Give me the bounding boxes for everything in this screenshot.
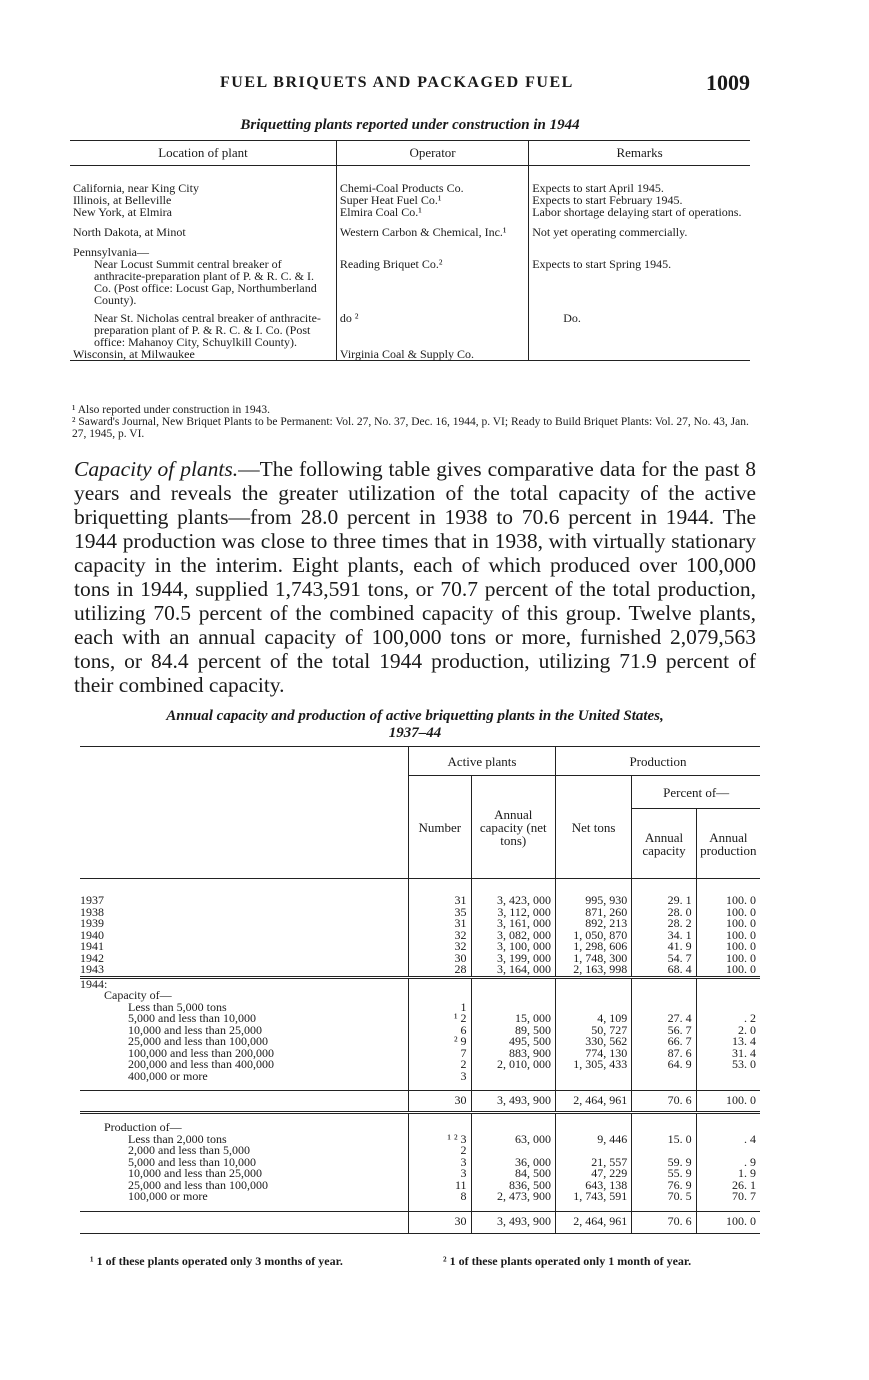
cell-number: 8 (408, 1191, 471, 1203)
cell-pct-production (696, 1082, 760, 1091)
table-cell-remarks (529, 238, 750, 258)
cell-pct-capacity (632, 977, 696, 990)
cell-pct-production: . 2 (744, 1011, 756, 1025)
cell-annual-capacity: 3, 112, 000 (471, 907, 555, 919)
cell-pct-capacity: 76. 9 (632, 1180, 696, 1192)
row-label: 1942 (80, 953, 408, 965)
cell-number: 2 (408, 1145, 471, 1157)
cell-pct-capacity: 70. 5 (632, 1191, 696, 1203)
row-label: 10,000 and less than 25,000 (80, 1025, 408, 1037)
cell-annual-capacity: 2, 473, 900 (471, 1191, 555, 1203)
cell-annual-capacity (471, 1082, 555, 1091)
table-row (80, 941, 760, 953)
row-label: 100,000 and less than 200,000 (80, 1048, 408, 1060)
table-cell-operator: Virginia Coal & Supply Co. (336, 348, 528, 361)
cell-pct-production: 26. 1 (732, 1177, 756, 1192)
cell-pct-capacity: 34. 1 (632, 930, 696, 942)
cell-pct-production: 100. 0 (726, 962, 756, 976)
cell-net-tons (555, 1071, 631, 1083)
cell-pct-capacity: 70. 6 (632, 1091, 696, 1113)
row-label: 1938 (80, 907, 408, 919)
table-row (80, 907, 760, 919)
stub-header (80, 747, 408, 879)
cell-number: 7 (408, 1048, 471, 1060)
cell-number: 6 (408, 1025, 471, 1037)
table2-footnotes (90, 1254, 770, 1269)
column-header-operator: Operator (336, 141, 528, 166)
cell-pct-production: 53. 0 (732, 1057, 756, 1071)
row-label: 25,000 and less than 100,000 (80, 1180, 408, 1192)
cell-pct-capacity (632, 990, 696, 1002)
cell-annual-capacity: 3, 161, 000 (471, 918, 555, 930)
row-label: 200,000 and less than 400,000 (80, 1059, 408, 1071)
cell-pct-production: 100. 0 (726, 904, 756, 919)
header-production: Production (555, 747, 760, 776)
table1-footnotes (72, 404, 762, 440)
cell-pct-production: . 9 (744, 1154, 756, 1169)
cell-annual-capacity (471, 1203, 555, 1212)
cell-pct-production (696, 990, 760, 1002)
table-row (80, 1071, 760, 1083)
table-cell-operator (336, 238, 528, 258)
row-label (80, 887, 408, 895)
cell-pct-production: 100. 0 (696, 1211, 760, 1233)
plants-under-construction-table (70, 140, 750, 361)
table-row (80, 895, 760, 907)
capacity-paragraph (74, 457, 756, 697)
table-cell-remarks: Expects to start February 1945. (532, 193, 683, 207)
cell-number: 31 (408, 895, 471, 907)
row-label: Less than 5,000 tons (80, 1002, 408, 1014)
row-label: 1939 (80, 918, 408, 930)
cell-annual-capacity (471, 990, 555, 1002)
table-row (80, 977, 760, 990)
table-cell-operator: Western Carbon & Chemical, Inc.¹ (336, 218, 528, 238)
cell-pct-capacity: 64. 9 (632, 1059, 696, 1071)
cell-annual-capacity: 36, 000 (471, 1157, 555, 1169)
cell-net-tons: 330, 562 (555, 1036, 631, 1048)
row-label (80, 879, 408, 888)
column-header-remarks: Remarks (529, 141, 750, 166)
cell-net-tons: 1, 743, 591 (555, 1191, 631, 1203)
cell-net-tons: 47, 229 (555, 1168, 631, 1180)
column-header-location: Location of plant (70, 141, 336, 166)
table-row (80, 918, 760, 930)
table-cell-location: California, near King City (70, 166, 336, 195)
cell-number (408, 1082, 471, 1091)
cell-net-tons (555, 1082, 631, 1091)
cell-pct-capacity: 55. 9 (632, 1168, 696, 1180)
cell-number: ¹ 2 (408, 1013, 471, 1025)
cell-pct-production (696, 879, 760, 888)
row-label (80, 1082, 408, 1091)
cell-pct-production (696, 1203, 760, 1212)
cell-number: 3 (408, 1071, 471, 1083)
table-cell-remarks (529, 348, 750, 361)
table-cell-remarks: Do. (563, 311, 581, 325)
cell-annual-capacity (471, 977, 555, 990)
cell-annual-capacity: 495, 500 (471, 1036, 555, 1048)
cell-number: 30 (408, 1091, 471, 1113)
cell-pct-capacity: 70. 6 (632, 1211, 696, 1233)
cell-net-tons: 1, 305, 433 (555, 1059, 631, 1071)
header-active-plants: Active plants (408, 747, 555, 776)
cell-pct-capacity: 87. 6 (632, 1048, 696, 1060)
cell-pct-production: 100. 0 (696, 1091, 760, 1113)
cell-net-tons: 995, 930 (555, 895, 631, 907)
cell-pct-capacity (632, 1082, 696, 1091)
header-percent-of: Percent of— (632, 776, 760, 809)
cell-net-tons (555, 977, 631, 990)
cell-annual-capacity: 3, 164, 000 (471, 964, 555, 977)
paragraph-lead: Capacity of plants. (74, 457, 239, 481)
table-cell-operator: do ² (336, 306, 528, 348)
cell-annual-capacity: 15, 000 (471, 1013, 555, 1025)
cell-annual-capacity: 89, 500 (471, 1025, 555, 1037)
table-row (80, 879, 760, 888)
cell-number: 32 (408, 941, 471, 953)
cell-annual-capacity (471, 879, 555, 888)
table-cell-operator: Super Heat Fuel Co.¹ (336, 194, 528, 206)
cell-pct-capacity: 54. 7 (632, 953, 696, 965)
cell-annual-capacity: 2, 010, 000 (471, 1059, 555, 1071)
row-label: 25,000 and less than 100,000 (80, 1036, 408, 1048)
table2-caption (70, 708, 760, 742)
table-row (80, 930, 760, 942)
row-label (80, 1091, 408, 1113)
table-cell-location: North Dakota, at Minot (70, 218, 336, 238)
footnote: ¹ Also reported under construction in 1943. (72, 404, 270, 416)
header-pct-annual-production: Annual production (700, 829, 757, 858)
cell-annual-capacity: 3, 493, 900 (471, 1211, 555, 1233)
cell-pct-capacity: 41. 9 (632, 941, 696, 953)
table2-caption-line1: Annual capacity and production of active briquetting plants in the United States, (166, 708, 664, 724)
cell-net-tons: 1, 298, 606 (555, 941, 631, 953)
row-label: 5,000 and less than 10,000 (80, 1013, 408, 1025)
table-row (80, 964, 760, 977)
header-net-tons: Net tons (555, 776, 631, 879)
cell-net-tons: 9, 446 (555, 1134, 631, 1146)
cell-number: 32 (408, 930, 471, 942)
table-row (80, 1113, 760, 1123)
cell-annual-capacity (471, 1071, 555, 1083)
cell-pct-capacity: 15. 0 (632, 1134, 696, 1146)
table-row (80, 1203, 760, 1212)
cell-annual-capacity: 3, 493, 900 (471, 1091, 555, 1113)
cell-number: 11 (408, 1180, 471, 1192)
table-cell-operator: Chemi-Coal Products Co. (336, 166, 528, 195)
row-label: Less than 2,000 tons (80, 1134, 408, 1146)
cell-pct-production: 31. 4 (732, 1045, 756, 1060)
cell-annual-capacity: 3, 082, 000 (471, 930, 555, 942)
cell-number: 3 (408, 1157, 471, 1169)
cell-pct-production (696, 1071, 760, 1083)
cell-pct-production: 100. 0 (726, 939, 756, 953)
cell-net-tons (555, 990, 631, 1002)
capacity-production-table (80, 746, 760, 1234)
header-pct-annual-capacity: Annual capacity (632, 809, 696, 879)
cell-pct-production: 13. 4 (732, 1034, 756, 1048)
header-annual-capacity: Annual capacity (net tons) (471, 776, 555, 879)
cell-net-tons: 2, 464, 961 (555, 1211, 631, 1233)
cell-number: 31 (408, 918, 471, 930)
row-label: 5,000 and less than 10,000 (80, 1157, 408, 1169)
table-cell-location: Near Locust Summit central breaker of anthracite-preparation plant of P. & R. C. & I. Co. (Post office: Locust Gap, Northumberland County). (70, 258, 336, 306)
cell-annual-capacity (471, 1113, 555, 1123)
table-cell-remarks: Not yet operating commercially. (532, 225, 688, 239)
row-label: 10,000 and less than 25,000 (80, 1168, 408, 1180)
table-row (80, 1082, 760, 1091)
table-cell-location: Pennsylvania— (70, 238, 336, 258)
cell-pct-capacity (632, 1071, 696, 1083)
cell-annual-capacity: 3, 100, 000 (471, 941, 555, 953)
table2-body (80, 879, 760, 1234)
cell-pct-capacity (632, 1113, 696, 1123)
cell-net-tons: 892, 213 (555, 918, 631, 930)
table-cell-operator: Elmira Coal Co.¹ (336, 206, 528, 218)
cell-net-tons: 871, 260 (555, 907, 631, 919)
table2-caption-line2: 1937–44 (388, 725, 442, 741)
cell-number (408, 977, 471, 990)
running-title: FUEL BRIQUETS AND PACKAGED FUEL (220, 74, 574, 91)
cell-net-tons: 2, 464, 961 (555, 1091, 631, 1113)
table-cell-remarks: Expects to start Spring 1945. (532, 257, 672, 271)
cell-net-tons: 1, 050, 870 (555, 930, 631, 942)
cell-pct-production (696, 977, 760, 990)
row-label: Capacity of— (80, 990, 408, 1002)
footnote: ¹ 1 of these plants operated only 3 months of year. (90, 1254, 343, 1268)
cell-pct-capacity: 59. 9 (632, 1157, 696, 1169)
cell-net-tons: 643, 138 (555, 1180, 631, 1192)
row-label (80, 1211, 408, 1233)
cell-number: 30 (408, 953, 471, 965)
cell-pct-production: 100. 0 (726, 950, 756, 965)
table-cell-location: Illinois, at Belleville (70, 194, 336, 206)
row-label: 1940 (80, 930, 408, 942)
cell-pct-capacity: 29. 1 (632, 895, 696, 907)
cell-pct-production: 70. 7 (732, 1189, 756, 1203)
row-label: 1943 (80, 964, 408, 977)
cell-pct-capacity (632, 879, 696, 888)
table-cell-location: Wisconsin, at Milwaukee (70, 348, 336, 361)
footnote: ² Saward's Journal, New Briquet Plants to be Permanent: Vol. 27, No. 37, Dec. 16, 1944, p. VI; Ready to Build Briquet Plants: Vol. 27, No. 43, Jan. 27, 1945, p. VI. (72, 416, 749, 440)
row-label: 1937 (80, 895, 408, 907)
table-cell-remarks: Labor shortage delaying start of operations. (532, 205, 742, 219)
running-header (70, 70, 750, 100)
cell-pct-production: . 4 (744, 1131, 756, 1146)
cell-net-tons (555, 1113, 631, 1123)
cell-number (408, 879, 471, 888)
table-row (80, 1191, 760, 1203)
cell-pct-production (696, 1113, 760, 1123)
table-cell-location: Near St. Nicholas central breaker of anthracite-preparation plant of P. & R. C. & I. Co. (Post office: Mahanoy City, Schuylkill County). (70, 306, 336, 348)
cell-pct-capacity: 66. 7 (632, 1036, 696, 1048)
cell-net-tons: 21, 557 (555, 1157, 631, 1169)
row-label: 400,000 or more (80, 1071, 408, 1083)
cell-annual-capacity: 836, 500 (471, 1180, 555, 1192)
cell-pct-capacity: 27. 4 (632, 1013, 696, 1025)
table-row (80, 887, 760, 895)
page-number: 1009 (706, 70, 750, 95)
cell-pct-capacity: 56. 7 (632, 1025, 696, 1037)
paragraph-text: —The following table gives comparative data for the past 8 years and reveals the greater utilization of the total capacity of the active briquetting plants—from 28.0 percent in 1938 to 70.6 percent in 1944. The 1944 production was close to three times that in 1938, with virtually stationary capacity in the interim. Eight plants, each of which produced over 100,000 tons in 1944, supplied 1,743,591 tons, or 70.7 percent of the total production, utilizing 70.5 percent of the combined capacity of this group. Twelve plants, each with an annual capacity of 100,000 tons or more, furnished 2,079,563 tons, or 84.4 percent of the total 1944 production, utilizing 71.9 percent of their combined capacity. (74, 457, 756, 697)
table-cell-location: New York, at Elmira (70, 206, 336, 218)
cell-annual-capacity: 84, 500 (471, 1168, 555, 1180)
row-label: 1941 (80, 941, 408, 953)
cell-pct-production: 100. 0 (726, 916, 756, 930)
cell-number: 28 (408, 964, 471, 977)
cell-net-tons (555, 879, 631, 888)
table-row (80, 1211, 760, 1233)
table-cell-remarks: Expects to start April 1945. (532, 181, 664, 195)
table-cell-operator: Reading Briquet Co.² (336, 258, 528, 306)
cell-number: 30 (408, 1211, 471, 1233)
cell-annual-capacity: 63, 000 (471, 1134, 555, 1146)
cell-annual-capacity: 3, 199, 000 (471, 953, 555, 965)
cell-number: ² 9 (408, 1036, 471, 1048)
cell-net-tons: 774, 130 (555, 1048, 631, 1060)
row-label: Production of— (80, 1122, 408, 1134)
cell-number: 1 (408, 1002, 471, 1014)
table1-caption: Briquetting plants reported under construction in 1944 (240, 117, 580, 133)
cell-pct-production: 2. 0 (738, 1022, 756, 1037)
cell-pct-capacity: 68. 4 (632, 964, 696, 977)
table-row (80, 953, 760, 965)
cell-annual-capacity: 3, 423, 000 (471, 895, 555, 907)
cell-pct-capacity: 28. 2 (632, 918, 696, 930)
row-label: 100,000 or more (80, 1191, 408, 1203)
cell-net-tons: 1, 748, 300 (555, 953, 631, 965)
cell-pct-capacity (632, 1203, 696, 1212)
row-label: 2,000 and less than 5,000 (80, 1145, 408, 1157)
table-row (80, 1091, 760, 1113)
cell-number: ¹ ² 3 (408, 1134, 471, 1146)
cell-number: 3 (408, 1168, 471, 1180)
cell-pct-production: 100. 0 (726, 893, 756, 907)
cell-net-tons (555, 1203, 631, 1212)
cell-pct-production: 100. 0 (726, 927, 756, 942)
row-label (80, 1203, 408, 1212)
cell-net-tons: 4, 109 (555, 1013, 631, 1025)
cell-annual-capacity: 883, 900 (471, 1048, 555, 1060)
cell-pct-production: 1. 9 (738, 1166, 756, 1180)
cell-net-tons: 50, 727 (555, 1025, 631, 1037)
cell-pct-capacity: 28. 0 (632, 907, 696, 919)
cell-number (408, 1203, 471, 1212)
header-number: Number (408, 776, 471, 879)
cell-net-tons: 2, 163, 998 (555, 964, 631, 977)
cell-number: 2 (408, 1059, 471, 1071)
cell-number (408, 1113, 471, 1123)
row-label: 1944: (80, 977, 408, 990)
cell-number: 35 (408, 907, 471, 919)
footnote: ² 1 of these plants operated only 1 month of year. (443, 1254, 692, 1268)
